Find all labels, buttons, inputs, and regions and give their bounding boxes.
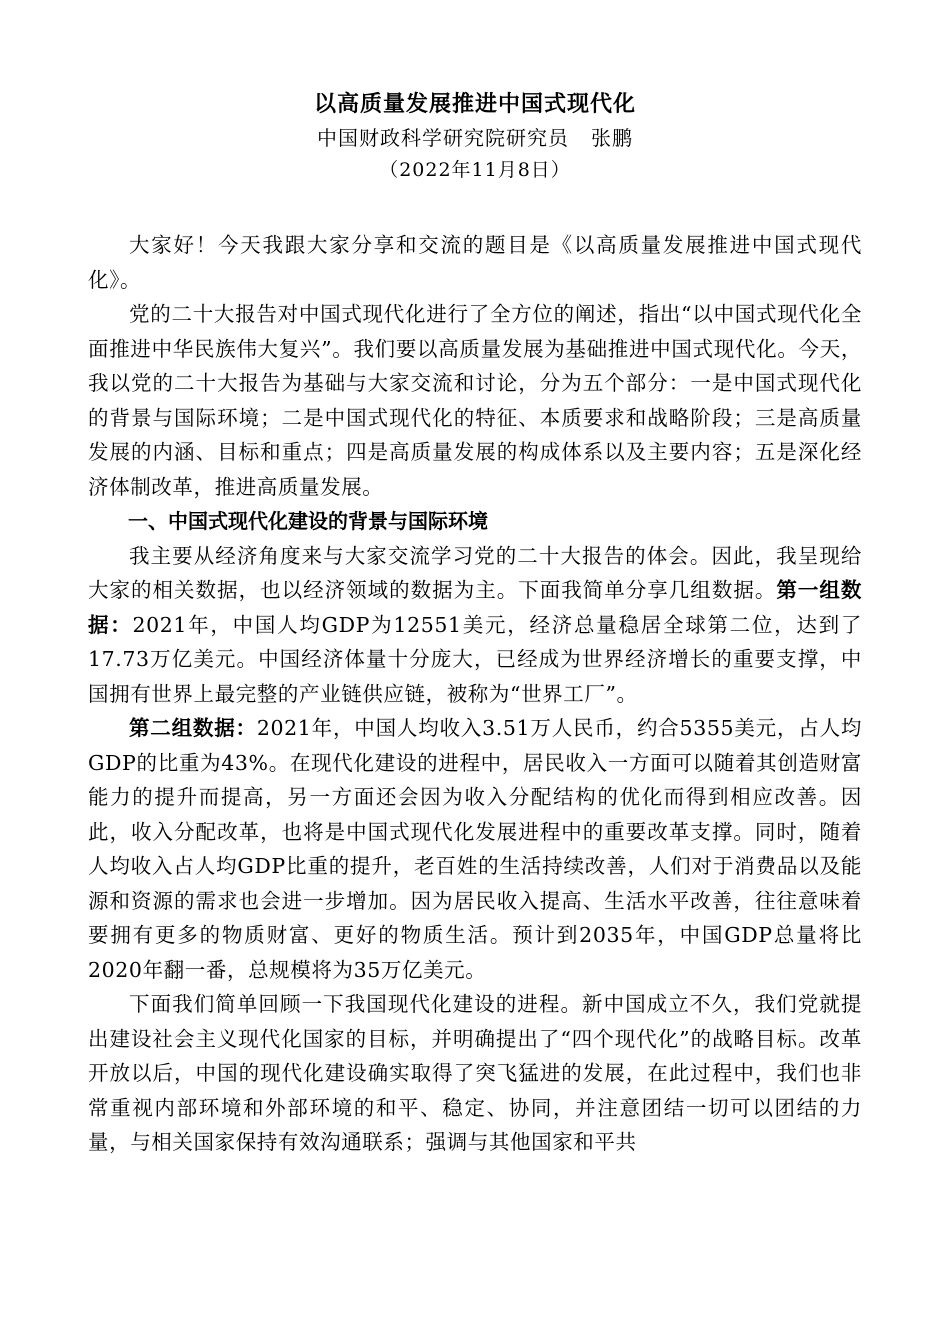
section-heading-1: 一、中国式现代化建设的背景与国际环境: [128, 509, 488, 533]
document-title: 以高质量发展推进中国式现代化: [313, 92, 636, 117]
paragraph-outline: 党的二十大报告对中国式现代化进行了全方位的阐述，指出“以中国式现代化全面推进中华民族伟大复兴”。我们要以高质量发展为基础推进中国式现代化。今天，我以党的二十大报告为基础与大家交流和讨论，分为五个部分：一是中国式现代化的背景与国际环境；二是中国式现代化的特征、本质要求和战略阶段；三是高质量发展的内涵、目标和重点；四是高质量发展的构成体系以及主要内容；五是深化经济体制改革，推进高质量发展。: [88, 302, 862, 499]
paragraph-intro-text: 我主要从经济角度来与大家交流学习党的二十大报告的体会。因此，我呈现给大家的相关数据，也以经济领域的数据为主。下面我简单分享几组数据。: [88, 543, 862, 602]
document-page: [88, 88, 862, 1160]
paragraph-data-group-2: [88, 711, 862, 987]
data-group-1-text: 2021年，中国人均GDP为12551美元，经济总量稳居全球第二位，达到了17.73万亿美元。中国经济体量十分庞大，已经成为世界经济增长的重要支撑，中国拥有世界上最完整的产业链供应链，被称为“世界工厂”。: [88, 612, 862, 706]
author-line: [88, 122, 862, 154]
data-group-2-text: 2021年，中国人均收入3.51万人民币，约合5355美元，占人均GDP的比重为43%。在现代化建设的进程中，居民收入一方面可以随着其创造财富能力的提升而提高，另一方面还会因为收入分配结构的优化而得到相应改善。因此，收入分配改革，也将是中国式现代化发展进程中的重要改革支撑。同时，随着人均收入占人均GDP比重的提升，老百姓的生活持续改善，人们对于消费品以及能源和资源的需求也会进一步增加。因为居民收入提高、生活水平改善，往往意味着要拥有更多的物质财富、更好的物质生活。预计到2035年，中国GDP总量将比2020年翻一番，总规模将为35万亿美元。: [88, 716, 862, 982]
document-date: （2022年11月8日）: [379, 159, 571, 181]
data-group-1-label: 第一组数据：: [88, 578, 862, 637]
paragraph-greeting: 大家好！今天我跟大家分享和交流的题目是《以高质量发展推进中国式现代化》。: [88, 233, 862, 292]
paragraph-history: 下面我们简单回顾一下我国现代化建设的进程。新中国成立不久，我们党就提出建设社会主义现代化国家的目标，并明确提出了“四个现代化”的战略目标。改革开放以后，中国的现代化建设确实取得了突飞猛进的发展，在此过程中，我们也非常重视内部环境和外部环境的和平、稳定、协同，并注意团结一切可以团结的力量，与相关国家保持有效沟通联系；强调与其他国家和平共: [88, 992, 862, 1154]
author-affiliation: 中国财政科学研究院研究员: [317, 126, 569, 150]
paragraph-data-group-1: [88, 539, 862, 712]
data-group-2-label: 第二组数据：: [129, 716, 257, 740]
author-name: 张鹏: [591, 126, 633, 150]
